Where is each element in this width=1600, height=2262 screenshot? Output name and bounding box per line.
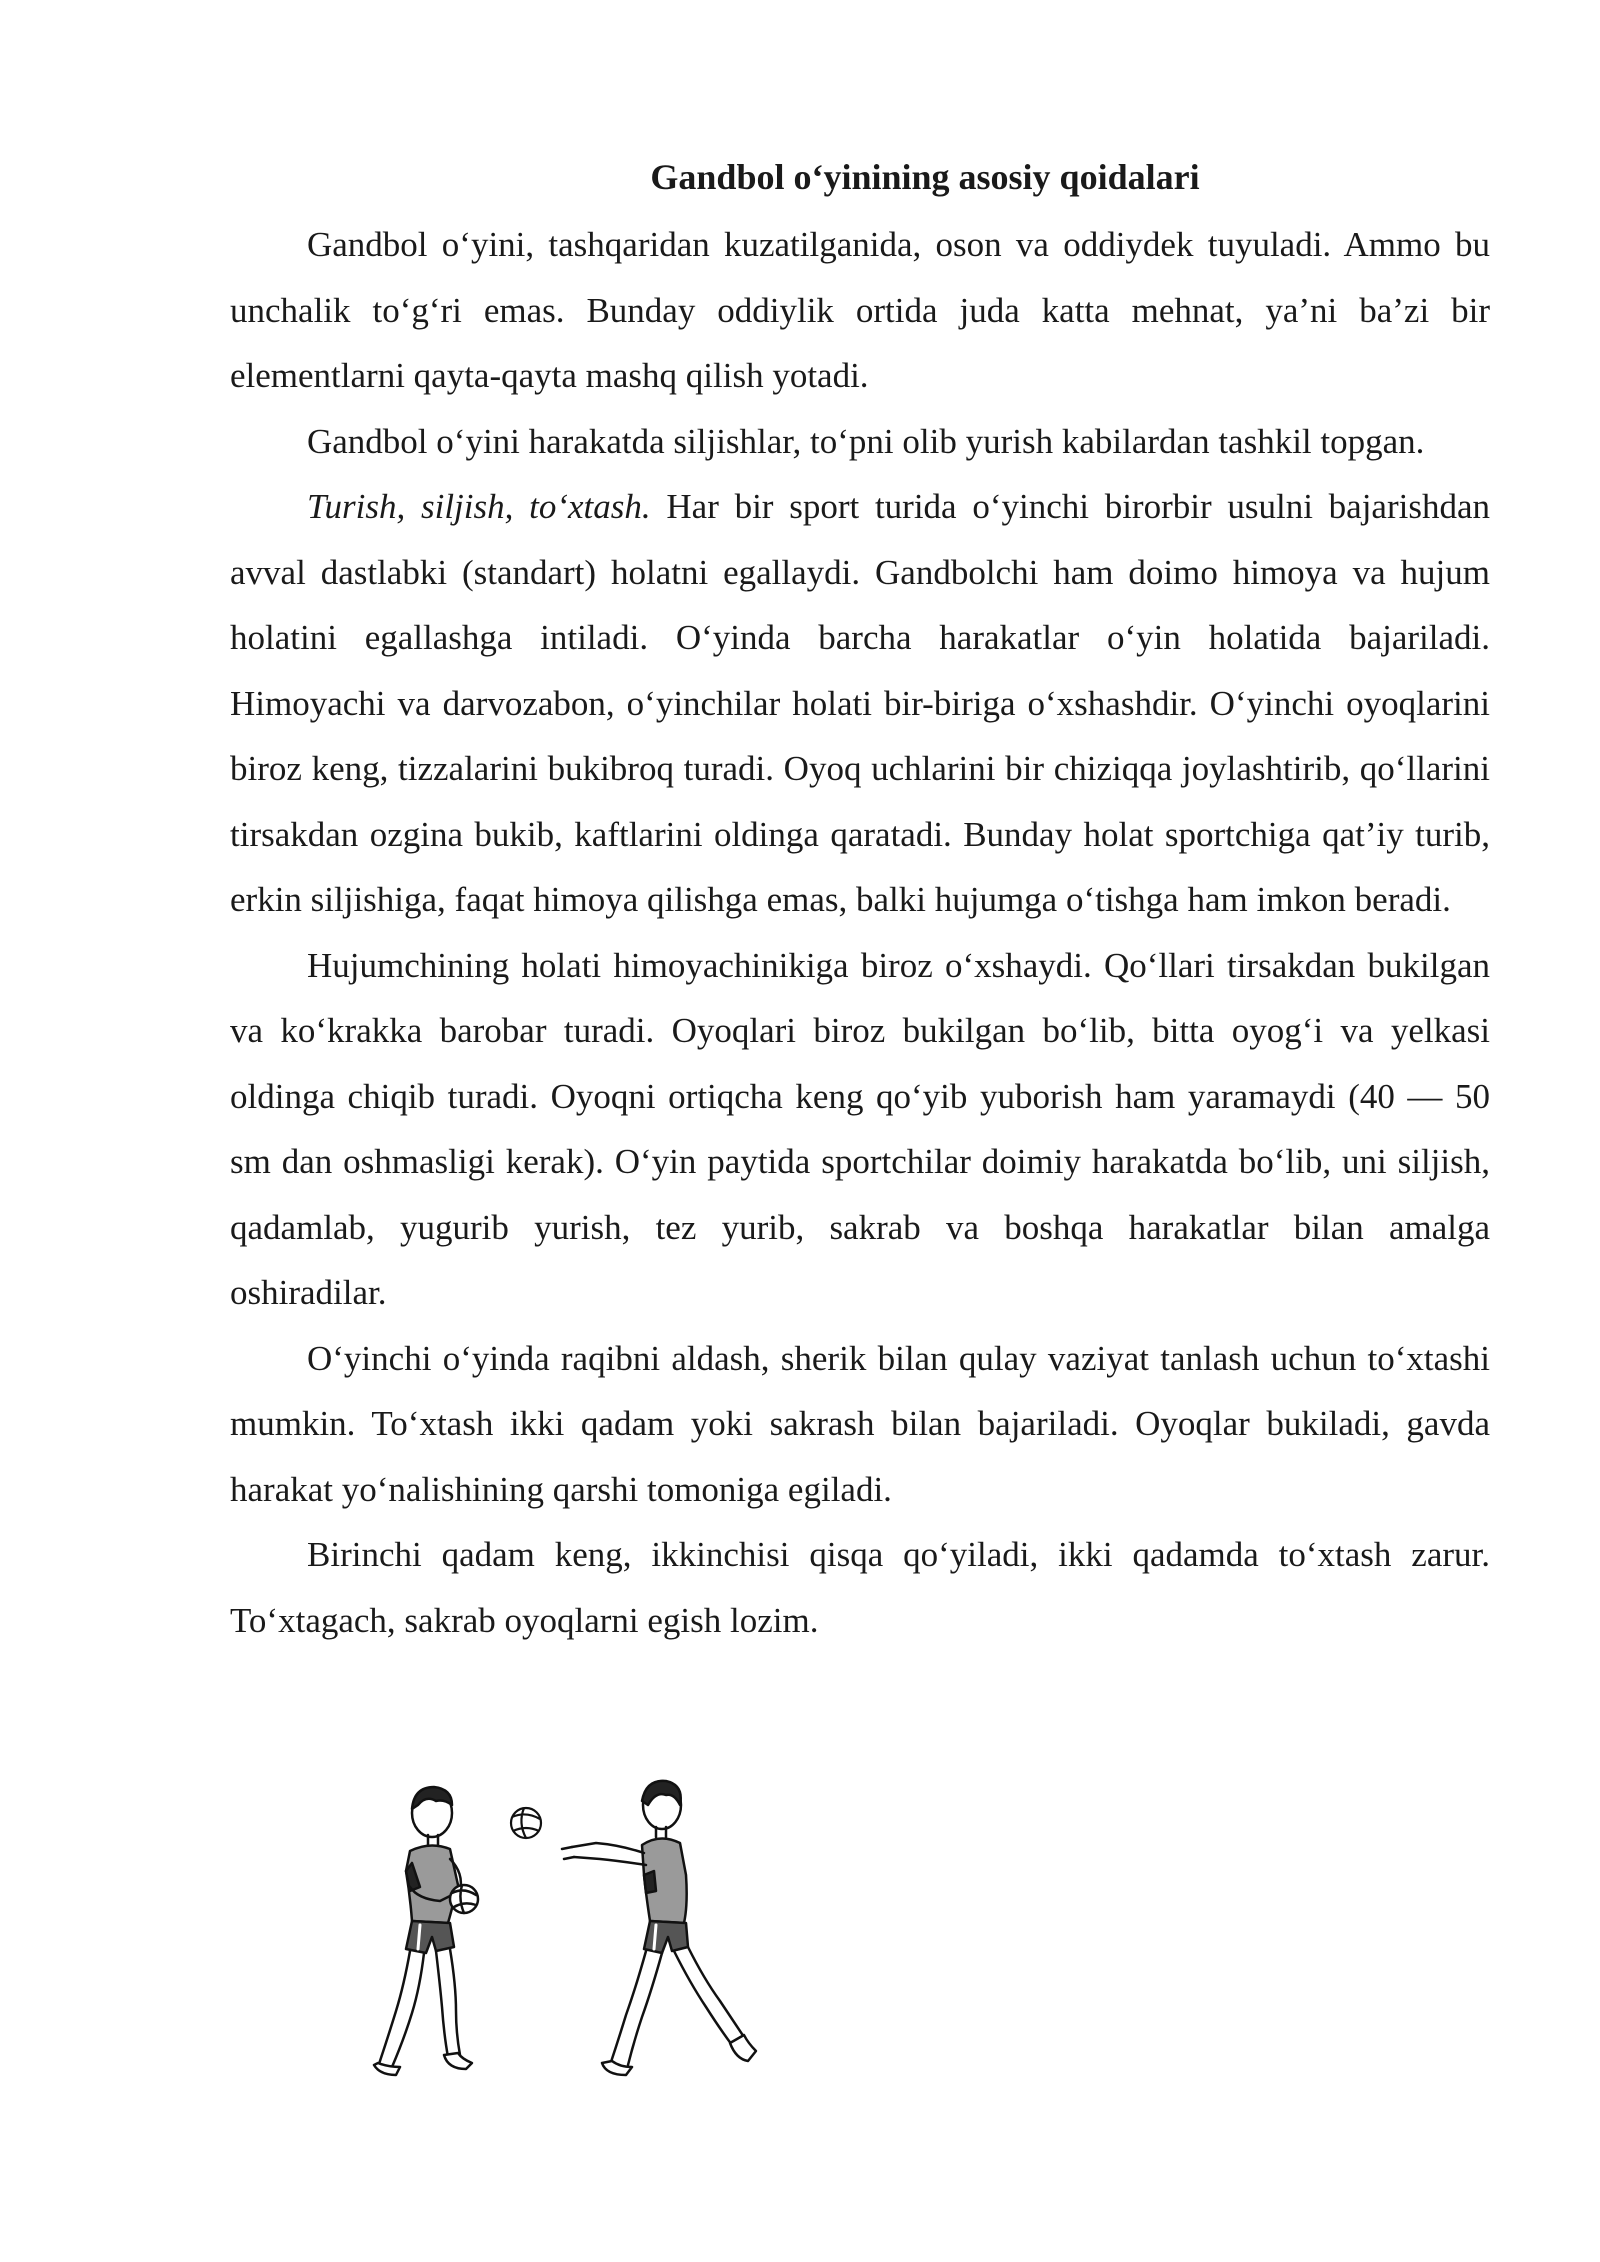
paragraph-3-body: Har bir sport turida o‘yinchi birorbir usulni bajarishdan avval dastlabki (standart) holatni egallaydi. Gandbolchi ham doimo himoya va hujum holatini egallashga intiladi. O‘yinda barcha harakatlar o‘yin holatida bajariladi. Himoyachi va darvozabon, o‘yinchilar holati bir-biriga o‘xshashdir. O‘yinchi oyoqlarini biroz keng, tizzalarini bukibroq turadi. Oyoq uchlarini bir chiziqqa joylashtirib, qo‘llarini tirsakdan ozgina bukib, kaftlarini oldinga qaratadi. Bunday holat sportchiga qat’iy turib, erkin siljishiga, faqat himoya qilishga emas, balki hujumga o‘tishga ham imkon beradi.	[230, 487, 1490, 919]
paragraph-2: Gandbol o‘yini harakatda siljishlar, to‘pni olib yurish kabilardan tashkil topgan.	[307, 421, 1425, 461]
ball-in-air	[511, 1808, 541, 1838]
document-body	[230, 148, 1490, 1653]
right-player	[562, 1781, 756, 2075]
paragraph-3	[230, 474, 1490, 933]
handball-passing-figure	[340, 1775, 780, 2095]
paragraph-3-lead: Turish, siljish, to‘xtash.	[307, 487, 651, 526]
paragraph-6: Birinchi qadam keng, ikkinchisi qisqa qo‘yiladi, ikki qadamda to‘xtash zarur. To‘xtagach, sakrab oyoqlarni egish lozim.	[230, 1535, 1490, 1640]
paragraph-4: Hujumchining holati himoyachinikiga biroz o‘xshaydi. Qo‘llari tirsakdan bukilgan va ko‘krakka barobar turadi. Oyoqlari biroz bukilgan bo‘lib, bitta oyog‘i va yelkasi oldinga chiqib turadi. Oyoqni ortiqcha keng qo‘yib yuborish ham yaramaydi (40 — 50 sm dan oshmasligi kerak). O‘yin paytida sportchilar doimiy harakatda bo‘lib, uni siljish, qadamlab, yugurib yurish, tez yurib, sakrab va boshqa harakatlar bilan amalga oshiradilar.	[230, 945, 1490, 1312]
paragraph-5: O‘yinchi o‘yinda raqibni aldash, sherik bilan qulay vaziyat tanlash uchun to‘xtashi mumkin. To‘xtash ikki qadam yoki sakrash bilan bajariladi. Oyoqlar bukiladi, gavda harakat yo‘nalishining qarshi tomoniga egiladi.	[230, 1338, 1490, 1509]
left-player	[374, 1787, 478, 2075]
two-players-passing-ball-illustration	[340, 1775, 780, 2095]
document-title: Gandbol o‘yinining asosiy qoidalari	[650, 157, 1200, 197]
paragraph-1: Gandbol o‘yini, tashqaridan kuzatilganida, oson va oddiydek tuyuladi. Ammo bu unchalik to‘g‘ri emas. Bunday oddiylik ortida juda katta mehnat, ya’ni ba’zi bir elementlarni qayta-qayta mashq qilish yotadi.	[230, 225, 1490, 395]
